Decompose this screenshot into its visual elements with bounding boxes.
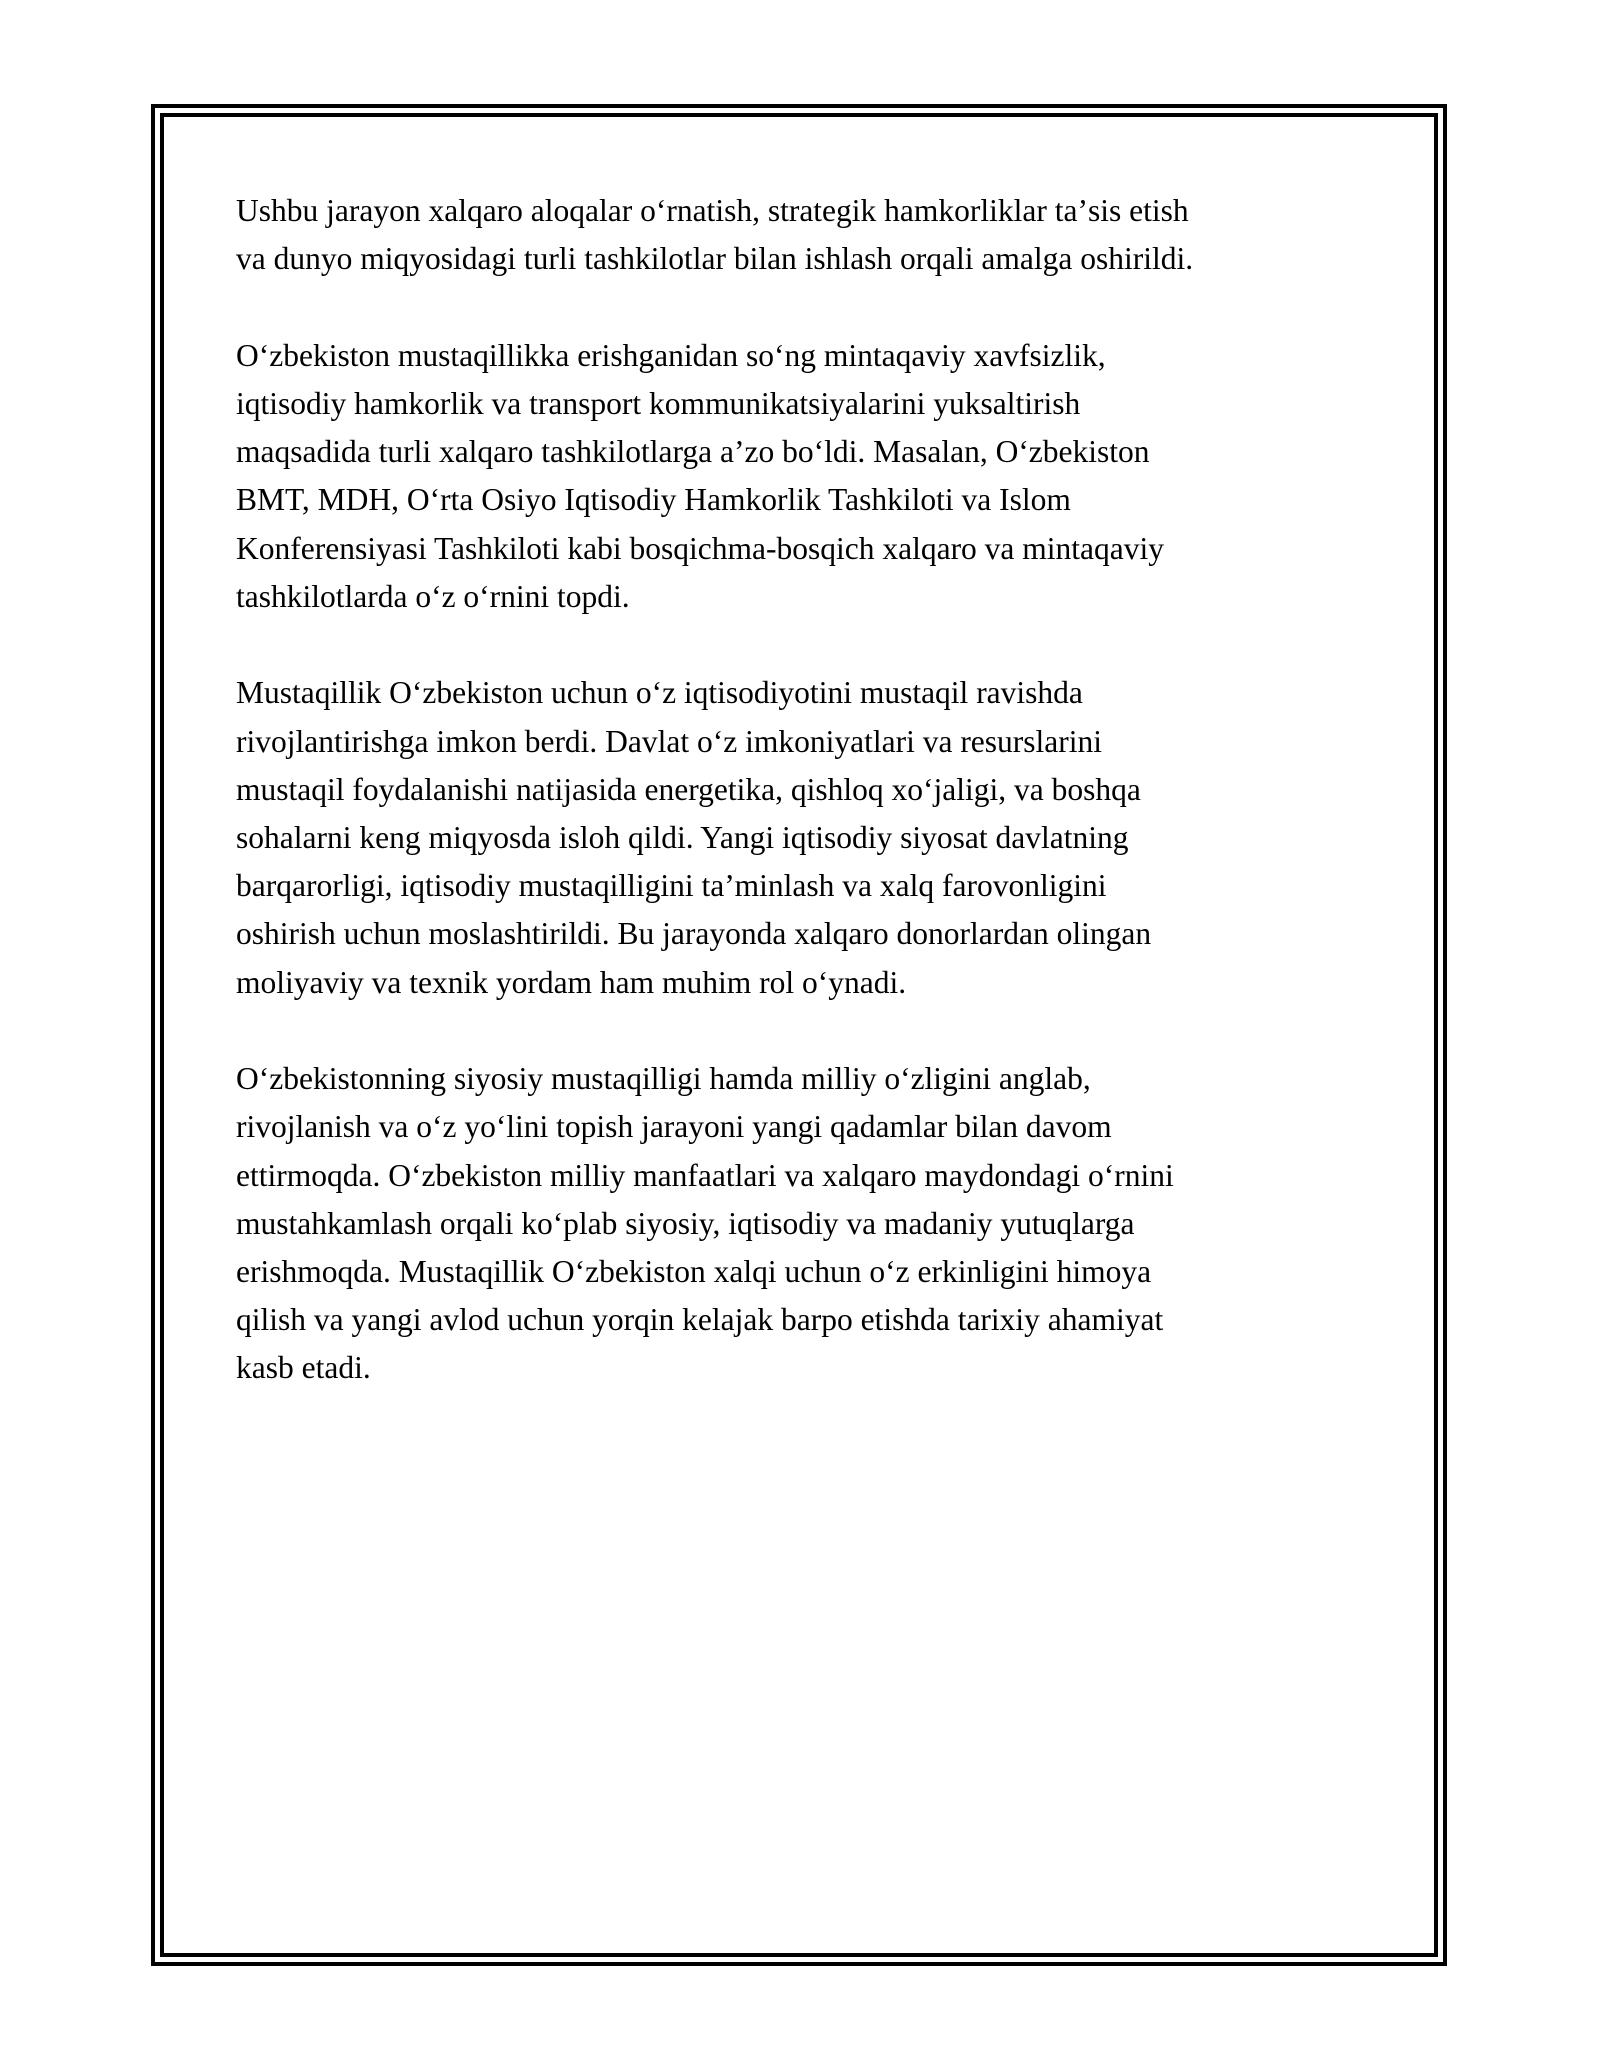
paragraph-1: Ushbu jarayon xalqaro aloqalar oʻrnatish, strategik hamkorliklar taʼsis etish va dunyo miqyosidagi turli tashkilotlar bilan ishlash orqali amalga oshirildi. [236, 193, 1194, 277]
paragraph-2: Oʻzbekiston mustaqillikka erishganidan soʻng mintaqaviy xavfsizlik, iqtisodiy hamkorlik va transport kommunikatsiyalarini yuksaltirish maqsadida turli xalqaro tashkilotlarga aʼzo boʻldi. Masalan, Oʻzbekiston BMT, MDH, Oʻrta Osiyo Iqtisodiy Hamkorlik Tashkiloti va Islom Konferensiyasi Tashkiloti kabi bosqichma-bosqich xalqaro va mintaqaviy tashkilotlarda oʻz oʻrnini topdi. [236, 337, 1165, 614]
document-body [236, 187, 1366, 1441]
paragraph-4: Oʻzbekistonning siyosiy mustaqilligi hamda milliy oʻzligini anglab, rivojlanish va oʻz yoʻlini topish jarayoni yangi qadamlar bilan davom ettirmoqda. Oʻzbekiston milliy manfaatlari va xalqaro maydondagi oʻrnini mustahkamlash orqali koʻplab siyosiy, iqtisodiy va madaniy yutuqlarga erishmoqda. Mustaqillik Oʻzbekiston xalqi uchun oʻz erkinligini himoya qilish va yangi avlod uchun yorqin kelajak barpo etishda tarixiy ahamiyat kasb etadi. [236, 1061, 1174, 1386]
paragraph-3: Mustaqillik Oʻzbekiston uchun oʻz iqtisodiyotini mustaqil ravishda rivojlantirishga imkon berdi. Davlat oʻz imkoniyatlari va resurslarini mustaqil foydalanishi natijasida energetika, qishloq xoʻjaligi, va boshqa sohalarni keng miqyosda isloh qildi. Yangi iqtisodiy siyosat davlatning barqarorligi, iqtisodiy mustaqilligini taʼminlash va xalq farovonligini oshirish uchun moslashtirildi. Bu jarayonda xalqaro donorlardan olingan moliyaviy va texnik yordam ham muhim rol oʻynadi. [236, 675, 1152, 1000]
